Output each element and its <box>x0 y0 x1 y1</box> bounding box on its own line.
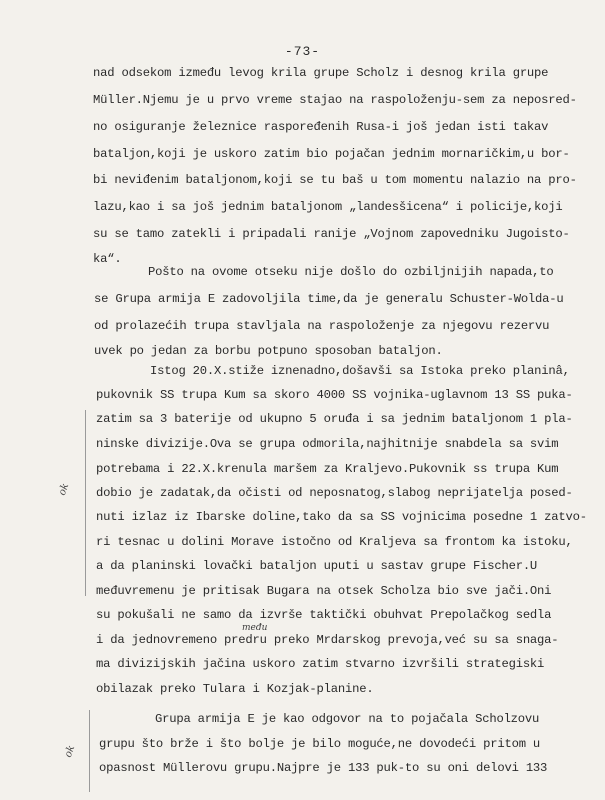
margin-note: ok <box>56 481 72 498</box>
margin-rule <box>85 410 86 596</box>
text-line: od prolazećih trupa stavljala na raspoloženje za njegovu rezervu <box>94 319 550 333</box>
text-line: zatim sa 3 baterije od ukupno 5 oruđa i sa jednim bataljonom 1 pla- <box>96 412 573 426</box>
text-line: ri tesnac u dolini Morave istočno od Kraljeva sa frontom ka istoku, <box>96 535 573 549</box>
text-line: ka“. <box>93 252 122 266</box>
text-line: bi neviđenim bataljonom,koji se tu baš u tom momentu nalazio na pro- <box>93 173 577 187</box>
text-line: međuvremenu je pritisak Bugara na otsek Scholza bio sve jači.Oni <box>96 584 552 598</box>
text-line: lazu,kao i sa još jednim bataljonom „landesšicena“ i policije,koji <box>93 200 563 214</box>
text-line: grupu što brže i što bolje je bilo moguće,ne dovodeći pritom u <box>99 737 541 751</box>
text-line: Pošto na ovome otseku nije došlo do ozbiljnijih napada,to <box>148 265 554 279</box>
text-line: Grupa armija E je kao odgovor na to pojačala Scholzovu <box>155 712 540 726</box>
text-line: uvek po jedan za borbu potpuno sposoban bataljon. <box>94 344 443 358</box>
text-line: ma divizijskih jačina uskoro zatim stvarno izvršili strategiski <box>96 657 545 671</box>
page-number: -73- <box>284 44 321 59</box>
text-line: bataljon,koji je uskoro zatim bio pojačan jednim mornaričkim,u bor- <box>93 147 570 161</box>
text-line: potrebama i 22.X.krenula maršem za Kraljevo.Pukovnik ss trupa Kum <box>96 462 559 476</box>
text-line: nad odsekom između levog krila grupe Scholz i desnog krila grupe <box>93 66 549 80</box>
margin-note: ok <box>62 743 78 760</box>
text-line: ninske divizije.Ova se grupa odmorila,najhitnije snabdela sa svim <box>96 437 559 451</box>
handwritten-insert: među <box>242 623 268 633</box>
margin-rule <box>89 710 90 792</box>
text-line: obilazak preko Tulara i Kozjak-planine. <box>96 682 374 696</box>
text-line: su pokušali ne samo da izvrše taktički obuhvat Prepolačkog sedla <box>96 608 552 622</box>
text-line: i da jednovremeno predru preko Mrdarskog prevoja,već su sa snaga- <box>96 633 559 647</box>
text-line: no osiguranje železnice raspoređenih Rusa-i još jedan isti takav <box>93 120 549 134</box>
text-line: nuti izlaz iz Ibarske doline,tako da sa SS vojnicima posedne 1 zatvo- <box>96 510 587 524</box>
text-line: Istog 20.X.stiže iznenadno,došavši sa Istoka preko planinâ, <box>150 364 570 378</box>
text-line: dobio je zadatak,da očisti od neposnatog,slabog neprijatelja posed- <box>96 486 573 500</box>
text-line: su se tamo zatekli i pripadali ranije „Vojnom zapovedniku Jugoistо- <box>93 227 570 241</box>
text-line: opasnost Müllerovu grupu.Najpre je 133 puk-to su oni delovi 133 <box>99 761 548 775</box>
text-line: a da planinski lovački bataljon uputi u sastav grupe Fischer.U <box>96 559 538 573</box>
text-line: se Grupa armija E zadovoljila time,da je generalu Schuster-Wolda-u <box>94 292 564 306</box>
text-line: Müller.Njemu je u prvo vreme stajao na raspoloženju-sem za neposred- <box>93 93 577 107</box>
text-line: pukovnik SS trupa Kum sa skoro 4000 SS vojnika-uglavnom 13 SS puka- <box>96 388 573 402</box>
